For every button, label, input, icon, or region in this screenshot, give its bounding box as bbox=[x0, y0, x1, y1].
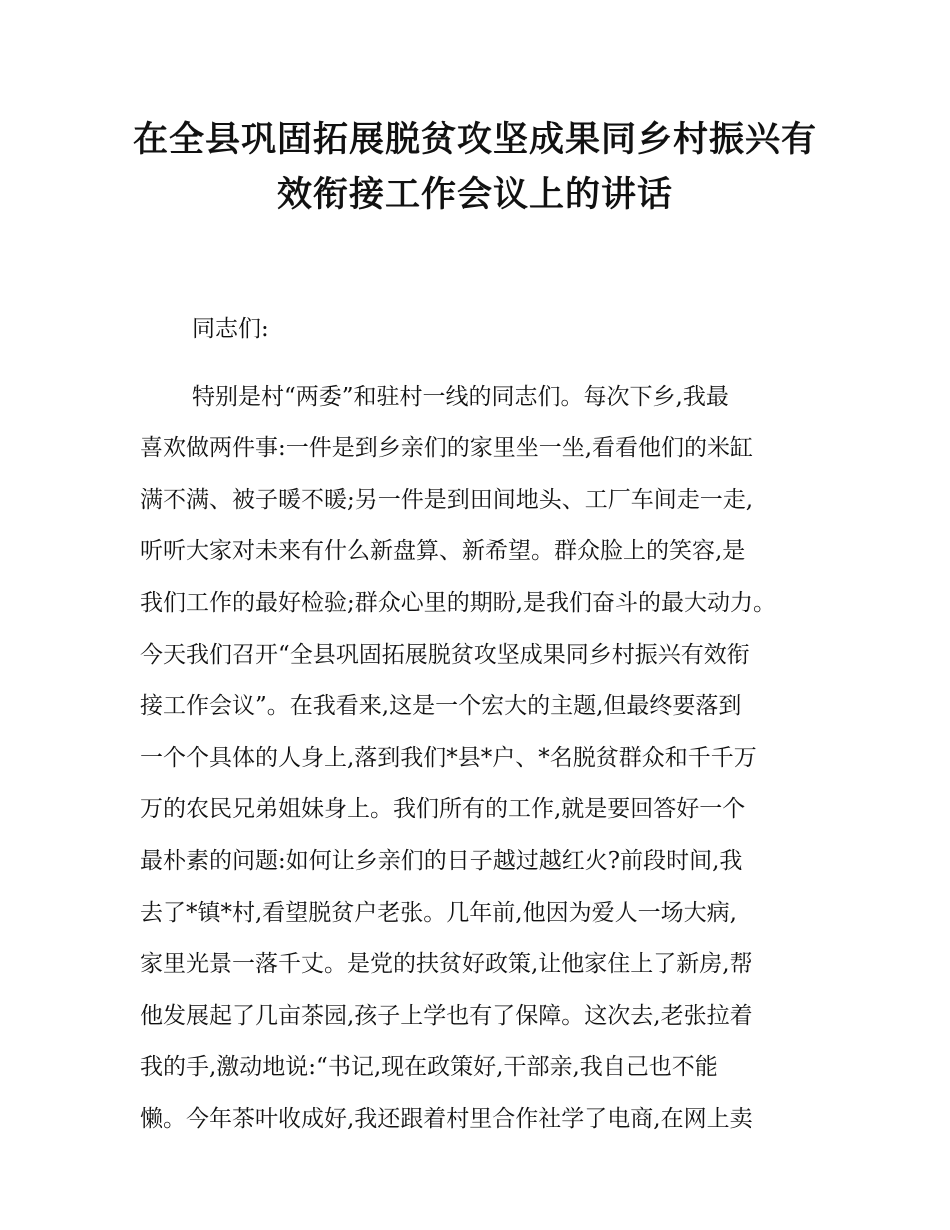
paragraph-gap bbox=[140, 356, 840, 372]
paragraph-line: 万的农民兄弟姐妹身上。我们所有的工作,就是要回答好一个 bbox=[140, 796, 746, 823]
paragraph-line: 我的手,激动地说:“书记,现在政策好,干部亲,我自己也不能 bbox=[140, 1054, 718, 1081]
paragraph-line: 去了*镇*村,看望脱贫户老张。几年前,他因为爱人一场大病, bbox=[140, 899, 737, 926]
title-line-2: 效衔接工作会议上的讲话 bbox=[276, 174, 673, 215]
paragraph-line: 喜欢做两件事:一件是到乡亲们的家里坐一坐,看看他们的米缸 bbox=[140, 435, 754, 462]
paragraph-line: 特别是村“两委”和驻村一线的同志们。每次下乡,我最 bbox=[192, 383, 729, 410]
paragraph-line: 最朴素的问题:如何让乡亲们的日子越过越红火?前段时间,我 bbox=[140, 847, 743, 874]
paragraph-line: 今天我们召开“全县巩固拓展脱贫攻坚成果同乡村振兴有效衔 bbox=[140, 641, 750, 668]
paragraph-line: 接工作会议”。在我看来,这是一个宏大的主题,但最终要落到 bbox=[140, 693, 742, 720]
paragraph-line: 懒。今年茶叶收成好,我还跟着村里合作社学了电商,在网上卖 bbox=[140, 1105, 753, 1132]
title-line-1: 在全县巩固拓展脱贫攻坚成果同乡村振兴有 bbox=[132, 119, 817, 160]
paragraph-line: 一个个具体的人身上,落到我们*县*户、*名脱贫群众和千千万 bbox=[140, 744, 757, 771]
salutation: 同志们: bbox=[192, 316, 269, 342]
document-body bbox=[140, 304, 840, 1146]
paragraph-line: 家里光景一落千丈。是党的扶贫好政策,让他家住上了新房,帮 bbox=[140, 951, 753, 978]
paragraph-line: 他发展起了几亩茶园,孩子上学也有了保障。这次去,老张拉着 bbox=[140, 1002, 753, 1029]
paragraph-line: 满不满、被子暖不暖;另一件是到田间地头、工厂车间走一走, bbox=[140, 486, 754, 513]
document-title bbox=[0, 112, 950, 222]
paragraph-line: 我们工作的最好检验;群众心里的期盼,是我们奋斗的最大动力。 bbox=[140, 589, 777, 616]
paragraph-line: 听听大家对未来有什么新盘算、新希望。群众脸上的笑容,是 bbox=[140, 538, 746, 565]
